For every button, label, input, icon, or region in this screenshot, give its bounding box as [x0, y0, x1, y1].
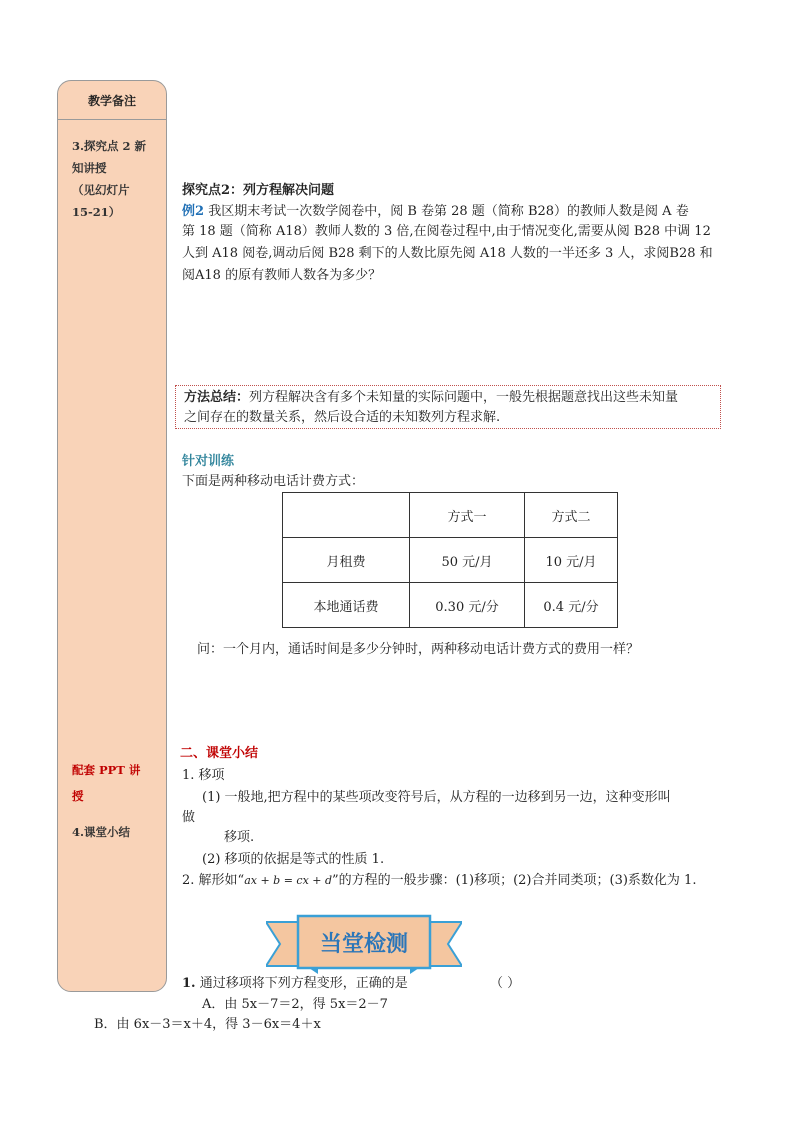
- table-row: [283, 583, 618, 628]
- summary-item: 移项.: [224, 830, 255, 845]
- table-cell: 50 元/月: [410, 538, 525, 583]
- summary-item: (2) 移项的依据是等式的性质 1.: [202, 852, 385, 867]
- banner-text: 当堂检测: [319, 931, 408, 957]
- table-cell: 10 元/月: [525, 538, 618, 583]
- sidebar-note-summary: 4.课堂小结: [72, 825, 131, 839]
- in-class-test-banner: [266, 912, 462, 978]
- method-label: 方法总结：: [184, 390, 250, 405]
- table-row: [283, 538, 618, 583]
- quiz-answer-paren: （ ）: [490, 976, 521, 991]
- method-line: 方法总结：列方程解决含有多个未知量的实际问题中，一般先根据题意找出这些未知量: [184, 390, 679, 405]
- table-cell: 本地通话费: [283, 583, 410, 628]
- practice-question: 问：一个月内，通话时间是多少分钟时，两种移动电话计费方式的费用一样？: [197, 642, 640, 657]
- explore-title: 探究点2：列方程解决问题: [182, 183, 335, 198]
- quiz-option-a: A．由 5x－7＝2，得 5x＝2－7: [202, 997, 388, 1012]
- summary-item: (1) 一般地,把方程中的某些项改变符号后，从方程的一边移到另一边，这种变形叫: [202, 790, 671, 805]
- sidebar-note-line: （见幻灯片: [72, 183, 130, 197]
- formula: ax + b = cx + d: [244, 874, 333, 887]
- table-header-cell: 方式一: [410, 493, 525, 538]
- example-line: 阅A18 的原有教师人数各为多少？: [182, 268, 382, 283]
- table-header-cell: 方式二: [525, 493, 618, 538]
- summary-item: 2. 解形如“ax + b = cx + d”的方程的一般步骤：(1)移项；(2)合并同类项；(3)系数化为 1.: [182, 873, 697, 888]
- teaching-notes-sidebar: [57, 80, 167, 992]
- fee-table: [282, 492, 618, 628]
- sidebar-note-line: 配套 PPT 讲: [72, 763, 141, 777]
- sidebar-note-explore: [72, 135, 158, 223]
- example-line: 人到 A18 阅卷,调动后阅 B28 剩下的人数比原先阅 A18 人数的一半还多 3 人，求阅B28 和: [182, 246, 713, 261]
- table-cell: 0.4 元/分: [525, 583, 618, 628]
- summary-title: 二、课堂小结: [180, 746, 259, 761]
- quiz-question-1: 1. 通过移项将下列方程变形，正确的是: [182, 976, 408, 991]
- summary-item: 做: [182, 810, 196, 825]
- table-cell: 0.30 元/分: [410, 583, 525, 628]
- table-cell: 月租费: [283, 538, 410, 583]
- method-line: 之间存在的数量关系，然后设合适的未知数列方程求解.: [184, 410, 501, 425]
- sidebar-note-ppt: [72, 759, 158, 807]
- sidebar-note-line: 授: [72, 789, 84, 803]
- sidebar-note-line: 知讲授: [72, 161, 107, 175]
- summary-item: 1. 移项: [182, 768, 225, 783]
- sidebar-note-line: 3.探究点 2 新: [72, 139, 147, 153]
- table-header-cell: [283, 493, 410, 538]
- example-label: 例2: [182, 204, 205, 219]
- quiz-option-b: B．由 6x－3＝x＋4，得 3－6x＝4＋x: [94, 1017, 321, 1032]
- practice-title: 针对训练: [182, 454, 235, 469]
- table-header-row: [283, 493, 618, 538]
- practice-intro: 下面是两种移动电话计费方式：: [182, 474, 365, 489]
- method-summary-box: [175, 385, 721, 429]
- sidebar-header: 教学备注: [58, 81, 166, 120]
- example-line: 例2 我区期末考试一次数学阅卷中，阅 B 卷第 28 题（简称 B28）的教师人数是阅 A 卷: [182, 204, 689, 219]
- example-line: 第 18 题（简称 A18）教师人数的 3 倍,在阅卷过程中,由于情况变化,需要从阅 B28 中调 12: [182, 224, 711, 239]
- sidebar-note-line: 15-21）: [72, 205, 121, 219]
